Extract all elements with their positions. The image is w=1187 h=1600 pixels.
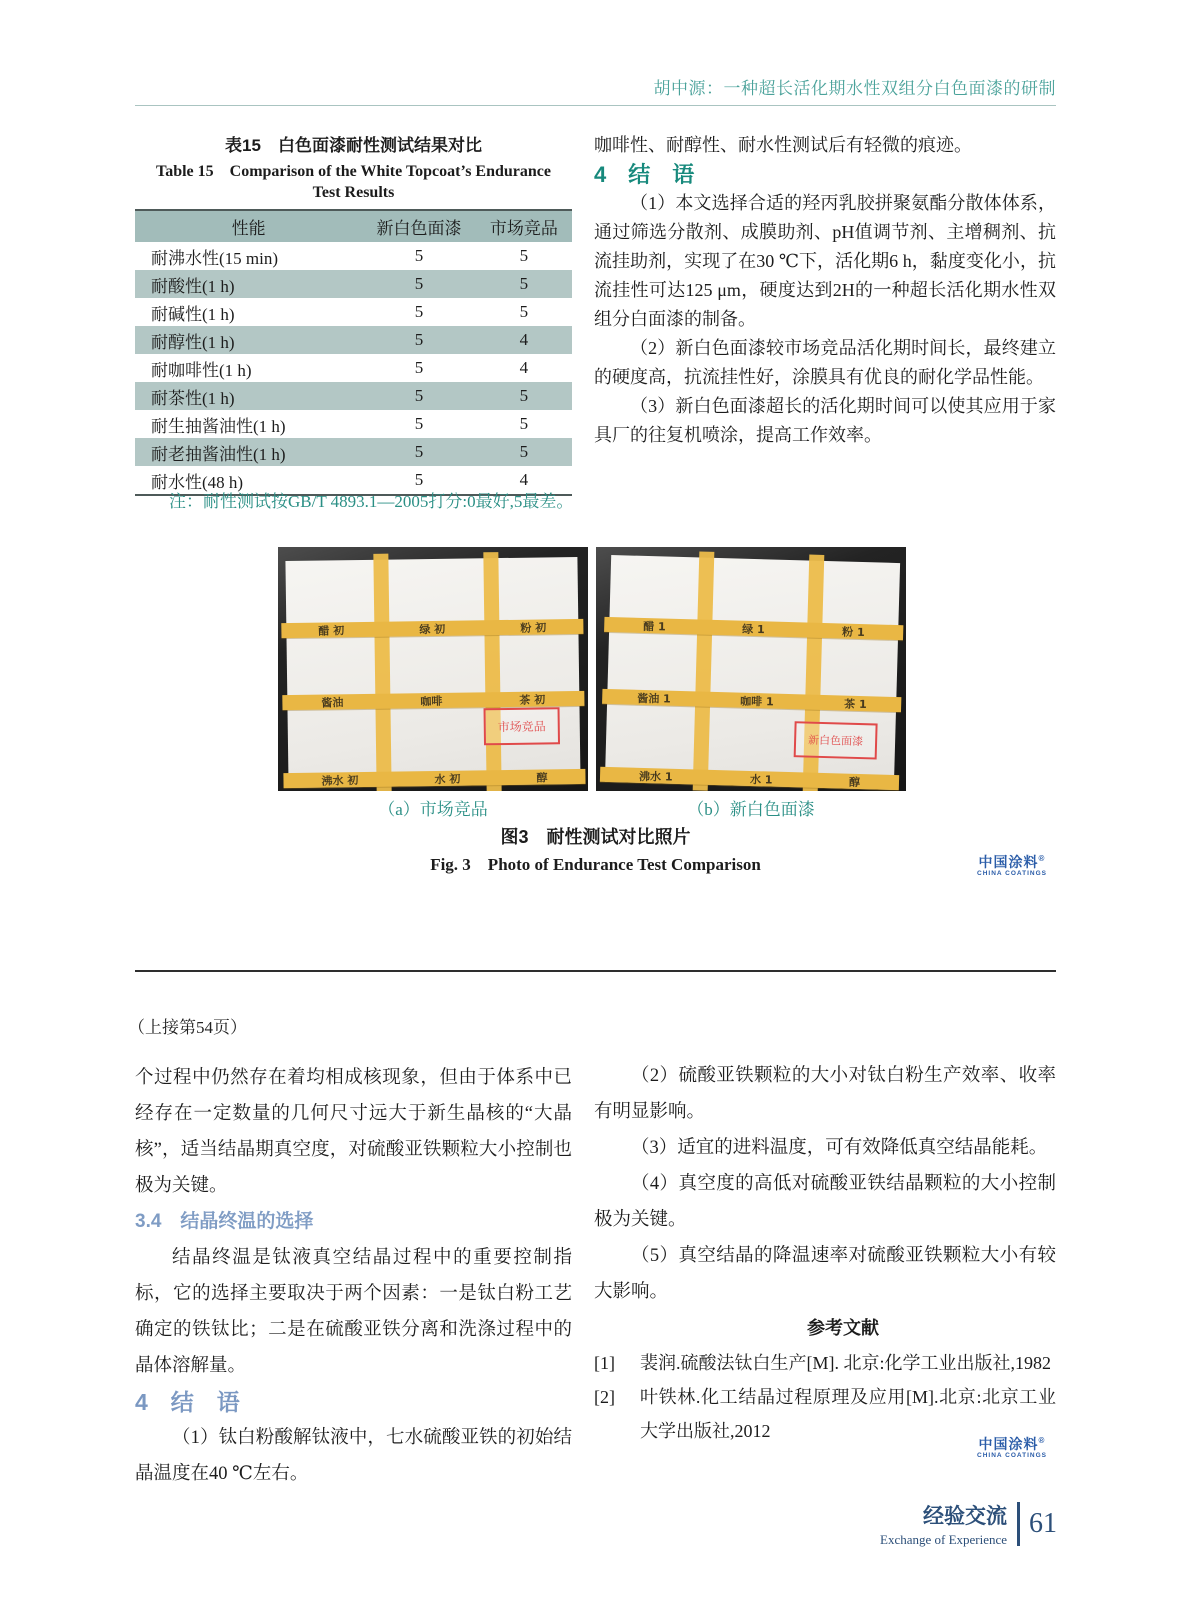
paragraph: （5）真空结晶的降温速率对硫酸亚铁颗粒大小有较大影响。 bbox=[594, 1246, 1056, 1302]
paragraph: （1）本文选择合适的羟丙乳胶拼聚氨酯分散体体系，通过筛选分散剂、成膜助剂、pH值调节剂、主增稠剂、抗流挂助剂，实现了在30 ℃下，活化期6 h，黏度变化小，抗流挂性可达125 μm，硬度达到2H的一种超长活化期水性双组分白面漆的制备。 bbox=[594, 193, 1056, 329]
property-cell: 耐醇性(1 h) bbox=[151, 332, 235, 352]
section-heading-conclusion-2: 4 结 语 bbox=[135, 1389, 240, 1415]
handwriting-mark: 醋 1 bbox=[642, 619, 666, 633]
handwriting-mark: 酱油 1 bbox=[637, 691, 671, 705]
property-cell: 耐酸性(1 h) bbox=[151, 276, 235, 296]
table-row bbox=[135, 410, 572, 438]
footer-label-en: Exchange of Experience bbox=[880, 1532, 1008, 1547]
handwriting-mark: 沸水 1 bbox=[638, 769, 673, 784]
handwriting-mark: 绿 1 bbox=[742, 622, 766, 636]
paragraph: 咖啡性、耐醇性、耐水性测试后有轻微的痕迹。 bbox=[594, 135, 972, 155]
value-cell: 5 bbox=[414, 414, 424, 433]
tape-strip bbox=[693, 551, 715, 790]
value-cell: 5 bbox=[519, 386, 529, 405]
table-header-row bbox=[135, 210, 572, 242]
column-header: 性能 bbox=[231, 219, 266, 238]
value-cell: 5 bbox=[414, 274, 424, 293]
subfigure-caption-b: （b）新白色面漆 bbox=[687, 800, 815, 819]
handwriting-mark: 粉 1 bbox=[842, 625, 865, 639]
lower-right-column bbox=[594, 1058, 1056, 1448]
property-cell: 耐老抽酱油性(1 h) bbox=[151, 444, 286, 464]
reference-number: [1] bbox=[594, 1353, 615, 1373]
property-cell: 耐碱性(1 h) bbox=[151, 304, 235, 324]
handwriting-mark: 咖啡 bbox=[420, 694, 443, 708]
figure-caption-cn: 图3 耐性测试对比照片 bbox=[500, 827, 691, 847]
table-row bbox=[135, 270, 572, 298]
property-cell: 耐咖啡性(1 h) bbox=[151, 360, 252, 380]
value-cell: 5 bbox=[414, 470, 424, 489]
table-caption-cn: 表15 白色面漆耐性测试结果对比 bbox=[225, 136, 482, 155]
paragraph: （1）钛白粉酸解钛液中，七水硫酸亚铁的初始结晶温度在40 ℃左右。 bbox=[135, 1428, 572, 1484]
handwriting-mark: 茶 初 bbox=[519, 692, 546, 707]
table-caption-en-line2: Test Results bbox=[312, 184, 395, 201]
handwriting-mark: 咖啡 1 bbox=[740, 694, 775, 708]
footer-label-cn: 经验交流 bbox=[923, 1505, 1008, 1528]
test-board bbox=[605, 555, 900, 790]
handwriting-mark: 水 初 bbox=[434, 771, 461, 786]
handwriting-mark: 茶 1 bbox=[843, 697, 867, 711]
paragraph: 结晶终温是钛液真空结晶过程中的重要控制指标，它的选择主要取决于两个因素：一是钛白粉工艺确定的铁钛比；二是在硫酸亚铁分离和洗涤过程中的晶体溶解量。 bbox=[135, 1248, 572, 1376]
value-cell: 5 bbox=[519, 414, 529, 433]
paragraph: （2）硫酸亚铁颗粒的大小对钛白粉生产效率、收率有明显影响。 bbox=[594, 1066, 1056, 1122]
section-heading-conclusion: 4 结 语 bbox=[594, 162, 695, 187]
value-cell: 5 bbox=[519, 302, 529, 321]
tape-strip bbox=[600, 767, 899, 790]
endurance-results-table bbox=[135, 209, 572, 496]
tape-strip bbox=[602, 689, 901, 712]
header-rule bbox=[135, 105, 1056, 106]
value-cell: 5 bbox=[414, 386, 424, 405]
photo-market-competitor bbox=[278, 547, 588, 791]
column-header: 新白色面漆 bbox=[376, 219, 462, 238]
tape-strip bbox=[483, 552, 501, 791]
column-header: 市场竞品 bbox=[489, 219, 558, 238]
logo-text-cn: 中国涂料® bbox=[978, 1436, 1046, 1452]
handwriting-mark: 酱油 bbox=[320, 695, 344, 710]
table-row bbox=[135, 438, 572, 466]
value-cell: 5 bbox=[414, 302, 424, 321]
paragraph: 个过程中仍然存在着均相成核现象，但由于体系中已经存在一定数量的几何尺寸远大于新生晶核的“大晶核”，适当结晶期真空度，对硫酸亚铁颗粒大小控制也极为关键。 bbox=[135, 1068, 572, 1196]
value-cell: 5 bbox=[519, 246, 529, 265]
footer-section-label bbox=[880, 1500, 1007, 1548]
page-number: 61 bbox=[1029, 1508, 1058, 1539]
continued-from-note: （上接第54页） bbox=[128, 1018, 247, 1037]
references-heading: 参考文献 bbox=[807, 1318, 879, 1338]
conclusion-column bbox=[594, 131, 1056, 450]
section-heading-3-4: 3.4 结晶终温的选择 bbox=[135, 1211, 314, 1232]
value-cell: 5 bbox=[414, 358, 424, 377]
table-row bbox=[135, 354, 572, 382]
section-divider bbox=[135, 970, 1056, 972]
value-cell: 5 bbox=[414, 246, 424, 265]
lower-left-column bbox=[135, 1060, 572, 1492]
table-row bbox=[135, 298, 572, 326]
reference-number: [2] bbox=[594, 1387, 615, 1407]
paragraph: （3）适宜的进料温度，可有效降低真空结晶能耗。 bbox=[631, 1138, 1048, 1158]
tape-strip bbox=[283, 769, 585, 788]
property-cell: 耐生抽酱油性(1 h) bbox=[151, 416, 286, 436]
logo-text-cn: 中国涂料® bbox=[978, 854, 1046, 870]
property-cell: 耐茶性(1 h) bbox=[151, 388, 235, 408]
handwriting-mark: 粉 初 bbox=[519, 620, 547, 635]
tape-strip bbox=[373, 554, 391, 791]
logo-text-en: CHINA COATINGS bbox=[977, 1452, 1047, 1460]
logo-text-en: CHINA COATINGS bbox=[977, 870, 1047, 878]
value-cell: 5 bbox=[414, 442, 424, 461]
handwriting-mark: 醋 初 bbox=[318, 623, 345, 638]
subfigure-caption-a: （a）市场竞品 bbox=[378, 800, 488, 819]
tape-strip bbox=[281, 619, 583, 638]
value-cell: 5 bbox=[414, 330, 424, 349]
paragraph: （2）新白色面漆较市场竞品活化期时间长，最终建立的硬度高，抗流挂性好，涂膜具有优良的耐化学品性能。 bbox=[594, 338, 1056, 387]
footer-divider-bar bbox=[1017, 1502, 1020, 1546]
value-cell: 5 bbox=[519, 442, 529, 461]
value-cell: 4 bbox=[519, 330, 529, 349]
table-row bbox=[135, 382, 572, 410]
photo-new-white-topcoat bbox=[596, 547, 906, 791]
china-coatings-logo bbox=[972, 1437, 1052, 1460]
value-cell: 4 bbox=[519, 470, 529, 489]
handwriting-mark: 醇 bbox=[849, 775, 861, 789]
registered-mark: ® bbox=[1038, 1436, 1046, 1445]
paragraph: （4）真空度的高低对硫酸亚铁结晶颗粒的大小控制极为关键。 bbox=[594, 1174, 1056, 1230]
registered-mark: ® bbox=[1038, 854, 1046, 863]
china-coatings-logo bbox=[972, 855, 1052, 878]
handwriting-mark: 醇 bbox=[536, 770, 548, 785]
reference-entry bbox=[594, 1346, 1056, 1380]
handwriting-mark: 水 1 bbox=[749, 772, 773, 786]
running-head: 胡中源：一种超长活化期水性双组分白色面漆的研制 bbox=[653, 79, 1056, 98]
property-cell: 耐水性(48 h) bbox=[151, 472, 244, 492]
reference-text: 裴润.硫酸法钛白生产[M]. 北京:化学工业出版社,1982 bbox=[640, 1353, 1051, 1373]
table-caption-en-line1: Table 15 Comparison of the White Topcoat’s Endurance bbox=[155, 163, 552, 180]
table-note: 注：耐性测试按GB/T 4893.1—2005打分:0最好,5最差。 bbox=[169, 492, 574, 511]
paragraph: （3）新白色面漆超长的活化期时间可以使其应用于家具厂的往复机喷涂，提高工作效率。 bbox=[594, 396, 1056, 445]
table-row bbox=[135, 242, 572, 270]
table-row bbox=[135, 326, 572, 354]
handwriting-mark: 沸水 初 bbox=[321, 773, 359, 788]
sample-label: 新白色面漆 bbox=[794, 721, 878, 759]
tape-strip bbox=[604, 617, 903, 640]
value-cell: 4 bbox=[519, 358, 529, 377]
test-board bbox=[285, 557, 580, 788]
figure-caption-en: Fig. 3 Photo of Endurance Test Comparison bbox=[430, 855, 761, 874]
handwriting-mark: 绿 初 bbox=[419, 622, 446, 636]
sample-label: 市场竞品 bbox=[483, 707, 560, 745]
reference-text: 叶铁林.化工结晶过程原理及应用[M].北京:北京工业大学出版社,2012 bbox=[640, 1387, 1056, 1441]
value-cell: 5 bbox=[519, 274, 529, 293]
page-footer bbox=[880, 1500, 1057, 1548]
property-cell: 耐沸水性(15 min) bbox=[151, 248, 279, 268]
